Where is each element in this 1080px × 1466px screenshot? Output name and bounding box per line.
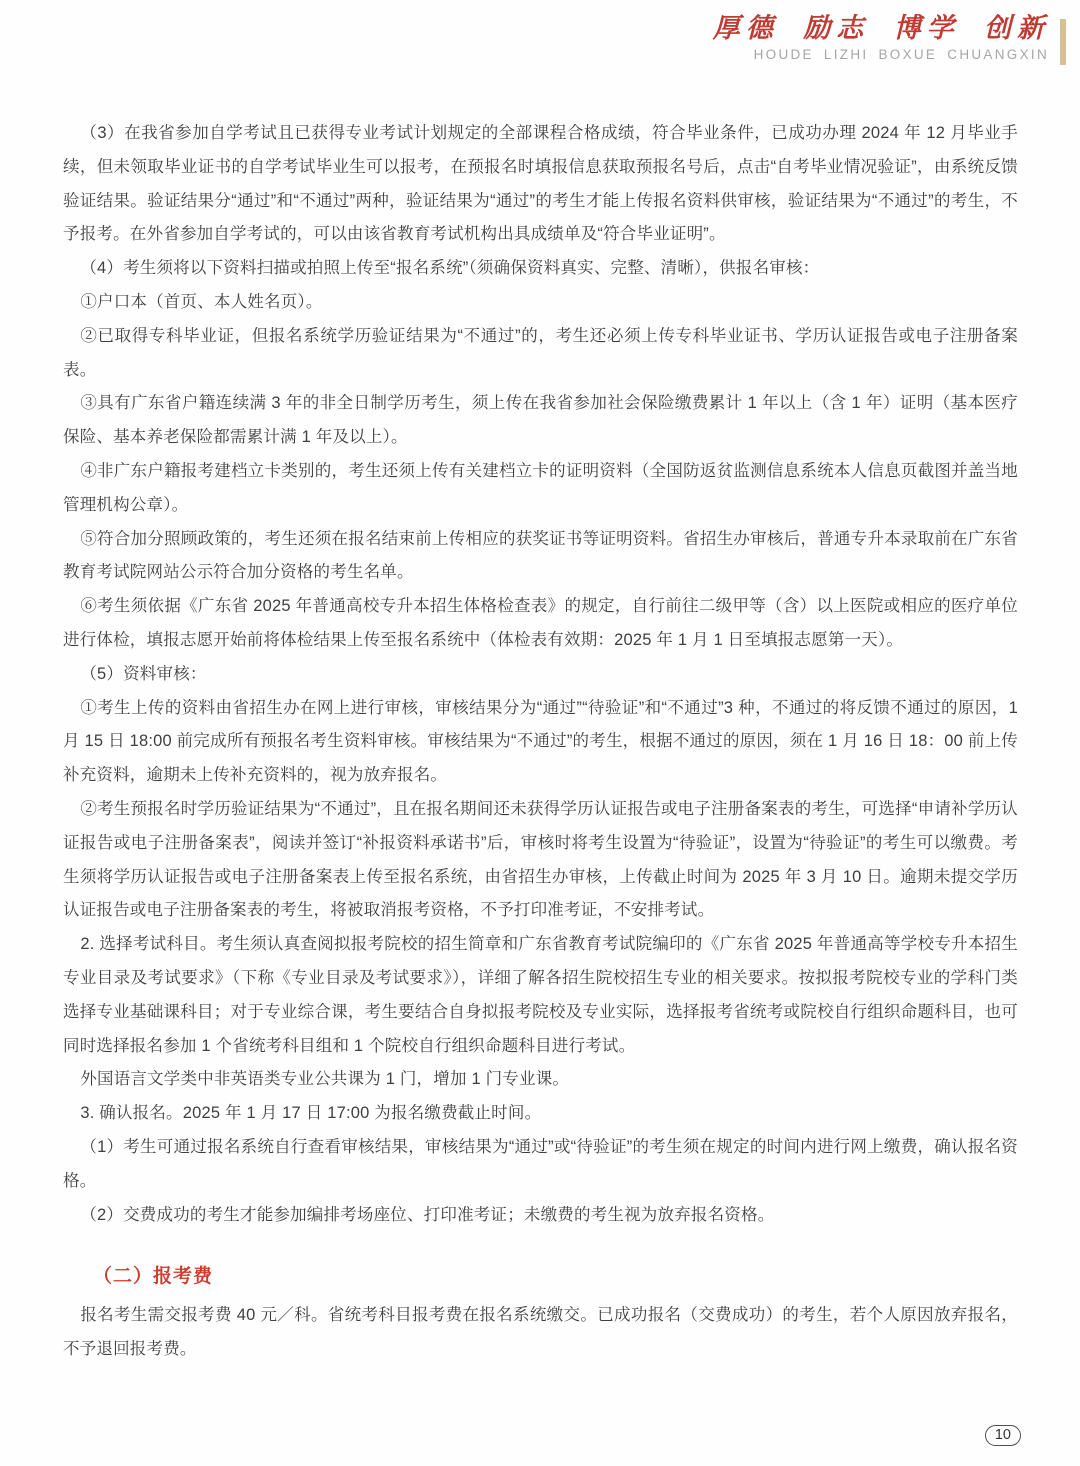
paragraph-item-bonus-policy: ⑤符合加分照顾政策的，考生还须在报名结束前上传相应的获奖证书等证明资料。省招生办审核后，普通专升本录取前在广东省教育考试院网站公示符合加分资格的考生名单。 [63,529,1018,582]
school-motto-pinyin: HOUDE LIZHI BOXUE CHUANGXIN [753,47,1049,62]
paragraph-pending-verification: ②考生预报名时学历验证结果为“不通过”，且在报名期间还未获得学历认证报告或电子注册备案表的考生，可选择“申请补学历认证报告或电子注册备案表”，阅读并签订“补报资料承诺书”后，审核时将考生设置为“待验证”，设置为“待验证”的考生可以缴费。考生须将学历认证报告或电子注册备案表上传至报名系统，由省招生办审核，上传截止时间为 2025 年 3 月 10 日。逾期未提交学历认证报告或电子注册备案表的考生，将被取消报考资格，不予打印准考证，不安排考试。 [63,799,1018,920]
paragraph-exam-fee: 报名考生需交报考费 40 元／科。省统考科目报考费在报名系统缴交。已成功报名（交费成功）的考生，若个人原因放弃报名，不予退回报考费。 [63,1306,1018,1359]
paragraph-payment-success: （2）交费成功的考生才能参加编排考场座位、打印准考证；未缴费的考生视为放弃报名资格。 [80,1205,775,1224]
paragraph-upload-materials-intro: （4）考生须将以下资料扫描或拍照上传至“报名系统”（须确保资料真实、完整、清晰），供报名审核： [80,259,820,278]
page-number-badge: 10 [985,1425,1021,1446]
paragraph-online-payment: （1）考生可通过报名系统自行查看审核结果，审核结果为“通过”或“待验证”的考生须在规定的时间内进行网上缴费，确认报名资格。 [63,1137,1018,1190]
paragraph-confirm-registration: 3. 确认报名。2025 年 1 月 17 日 17:00 为报名缴费截止时间。 [80,1104,542,1123]
school-motto-calligraphy: 厚德 励志 博学 创新 [712,13,1050,44]
paragraph-item-poverty-file-card: ④非广东户籍报考建档立卡类别的，考生还须上传有关建档立卡的证明资料（全国防返贫监测信息系统本人信息页截图并盖当地管理机构公章）。 [63,461,1018,514]
section-heading-exam-fee: （二）报考费 [93,1266,214,1288]
paragraph-item-social-insurance: ③具有广东省户籍连续满 3 年的非全日制学历考生，须上传在我省参加社会保险缴费累计 1 年以上（含 1 年）证明（基本医疗保险、基本养老保险都需累计满 1 年及以上）。 [63,394,1018,447]
paragraph-choose-exam-subjects: 2. 选择考试科目。考生须认真查阅拟报考院校的招生简章和广东省教育考试院编印的《广东省 2025 年普通高等学校专升本招生专业目录及考试要求》（下称《专业目录及考试要求》），详细了解各招生院校招生专业的相关要求。按拟报考院校专业的学科门类选择专业基础课科目；对于专业综合课，考生要结合自身拟报考院校及专业实际，选择报考省统考或院校自行组织命题科目，也可同时选择报名参加 1 个省统考科目组和 1 个院校自行组织命题科目进行考试。 [63,935,1018,1055]
paragraph-material-review-title: （5）资料审核： [80,664,207,683]
header-accent-bar [1060,19,1066,65]
paragraph-self-exam-eligibility: （3）在我省参加自学考试且已获得专业考试计划规定的全部课程合格成绩，符合毕业条件，已成功办理 2024 年 12 月毕业手续，但未领取毕业证书的自学考试毕业生可以报考，在预报名时填报信息获取预报名号后，点击“自考毕业情况验证”，由系统反馈验证结果。验证结果分“通过”和“不通过”两种，验证结果为“通过”的考生才能上传报名资料供审核，验证结果为“不通过”的考生，不予报考。在外省参加自学考试的，可以由该省教育考试机构出具成绩单及“符合毕业证明”。 [63,124,1018,244]
paragraph-review-process: ①考生上传的资料由省招生办在网上进行审核，审核结果分为“通过”“待验证”和“不通过”3 种，不通过的将反馈不通过的原因，1 月 15 日 18:00 前完成所有预报名考生资料审核。审核结果为“不通过”的考生，根据不通过的原因，须在 1 月 16 日 18：00 前上传补充资料，逾期未上传补充资料的，视为放弃报名。 [63,698,1018,785]
document-body [63,117,1018,1367]
paragraph-foreign-language-note: 外国语言文学类中非英语类专业公共课为 1 门，增加 1 门专业课。 [80,1070,570,1089]
paragraph-item-household-register: ①户口本（首页、本人姓名页）。 [80,292,323,311]
paragraph-item-physical-exam: ⑥考生须依据《广东省 2025 年普通高校专升本招生体格检查表》的规定，自行前往二级甲等（含）以上医院或相应的医疗单位进行体检，填报志愿开始前将体检结果上传至报名系统中（体检表有效期：2025 年 1 月 1 日至填报志愿第一天）。 [63,597,1018,649]
paragraph-item-diploma-verification: ②已取得专科毕业证，但报名系统学历验证结果为“不通过”的，考生还必须上传专科毕业证书、学历认证报告或电子注册备案表。 [63,326,1018,379]
